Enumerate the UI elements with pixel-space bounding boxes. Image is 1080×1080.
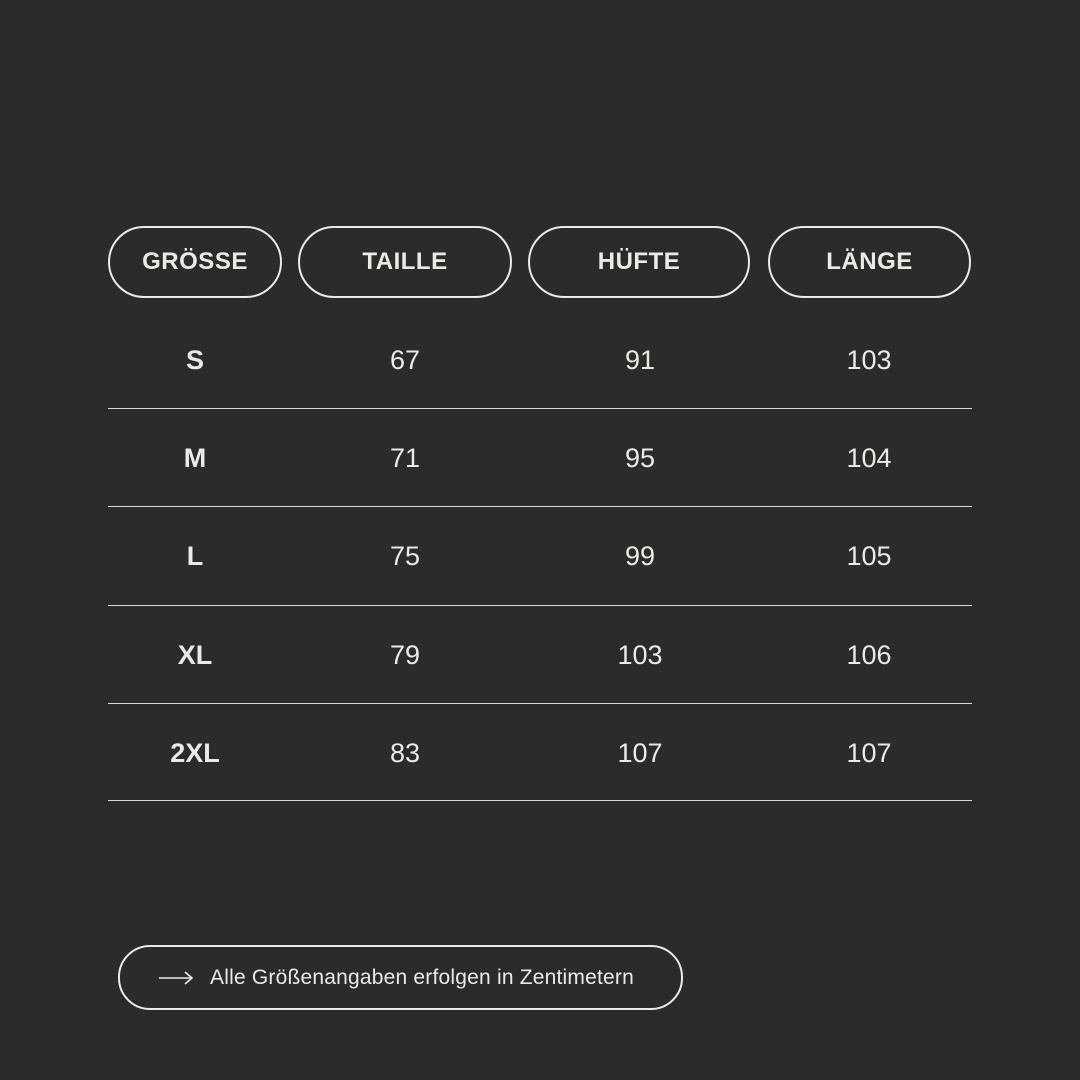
huefte-cell: 99 [624, 540, 656, 571]
size-cell: L [186, 540, 204, 571]
size-cell: XL [177, 639, 213, 670]
laenge-cell: 106 [846, 639, 892, 670]
size-cell: 2XL [170, 737, 220, 768]
row-divider [108, 704, 972, 801]
huefte-cell: 95 [624, 442, 656, 473]
laenge-cell: 104 [846, 442, 892, 473]
laenge-cell: 105 [846, 540, 892, 571]
laenge-cell: 103 [846, 344, 892, 375]
taille-cell: 83 [389, 737, 421, 768]
huefte-cell: 103 [617, 639, 663, 670]
taille-cell: 79 [389, 639, 421, 670]
taille-cell: 75 [389, 540, 421, 571]
taille-cell: 67 [389, 344, 421, 375]
header-laenge: LÄNGE [768, 226, 971, 298]
huefte-cell: 91 [624, 344, 656, 375]
unit-note [118, 945, 683, 1010]
size-cell: S [185, 344, 204, 375]
header-taille: TAILLE [298, 226, 512, 298]
row-divider [108, 606, 972, 704]
taille-cell: 71 [389, 442, 421, 473]
row-divider [108, 311, 972, 409]
row-divider [108, 507, 972, 606]
huefte-cell: 107 [617, 737, 663, 768]
row-divider [108, 409, 972, 507]
size-cell: M [183, 442, 207, 473]
unit-note-text: Alle Größenangaben erfolgen in Zentimetern [210, 965, 634, 989]
laenge-cell: 107 [846, 737, 892, 768]
header-groesse: GRÖSSE [108, 226, 282, 298]
arrow-right-icon [158, 970, 194, 986]
header-huefte: HÜFTE [528, 226, 750, 298]
